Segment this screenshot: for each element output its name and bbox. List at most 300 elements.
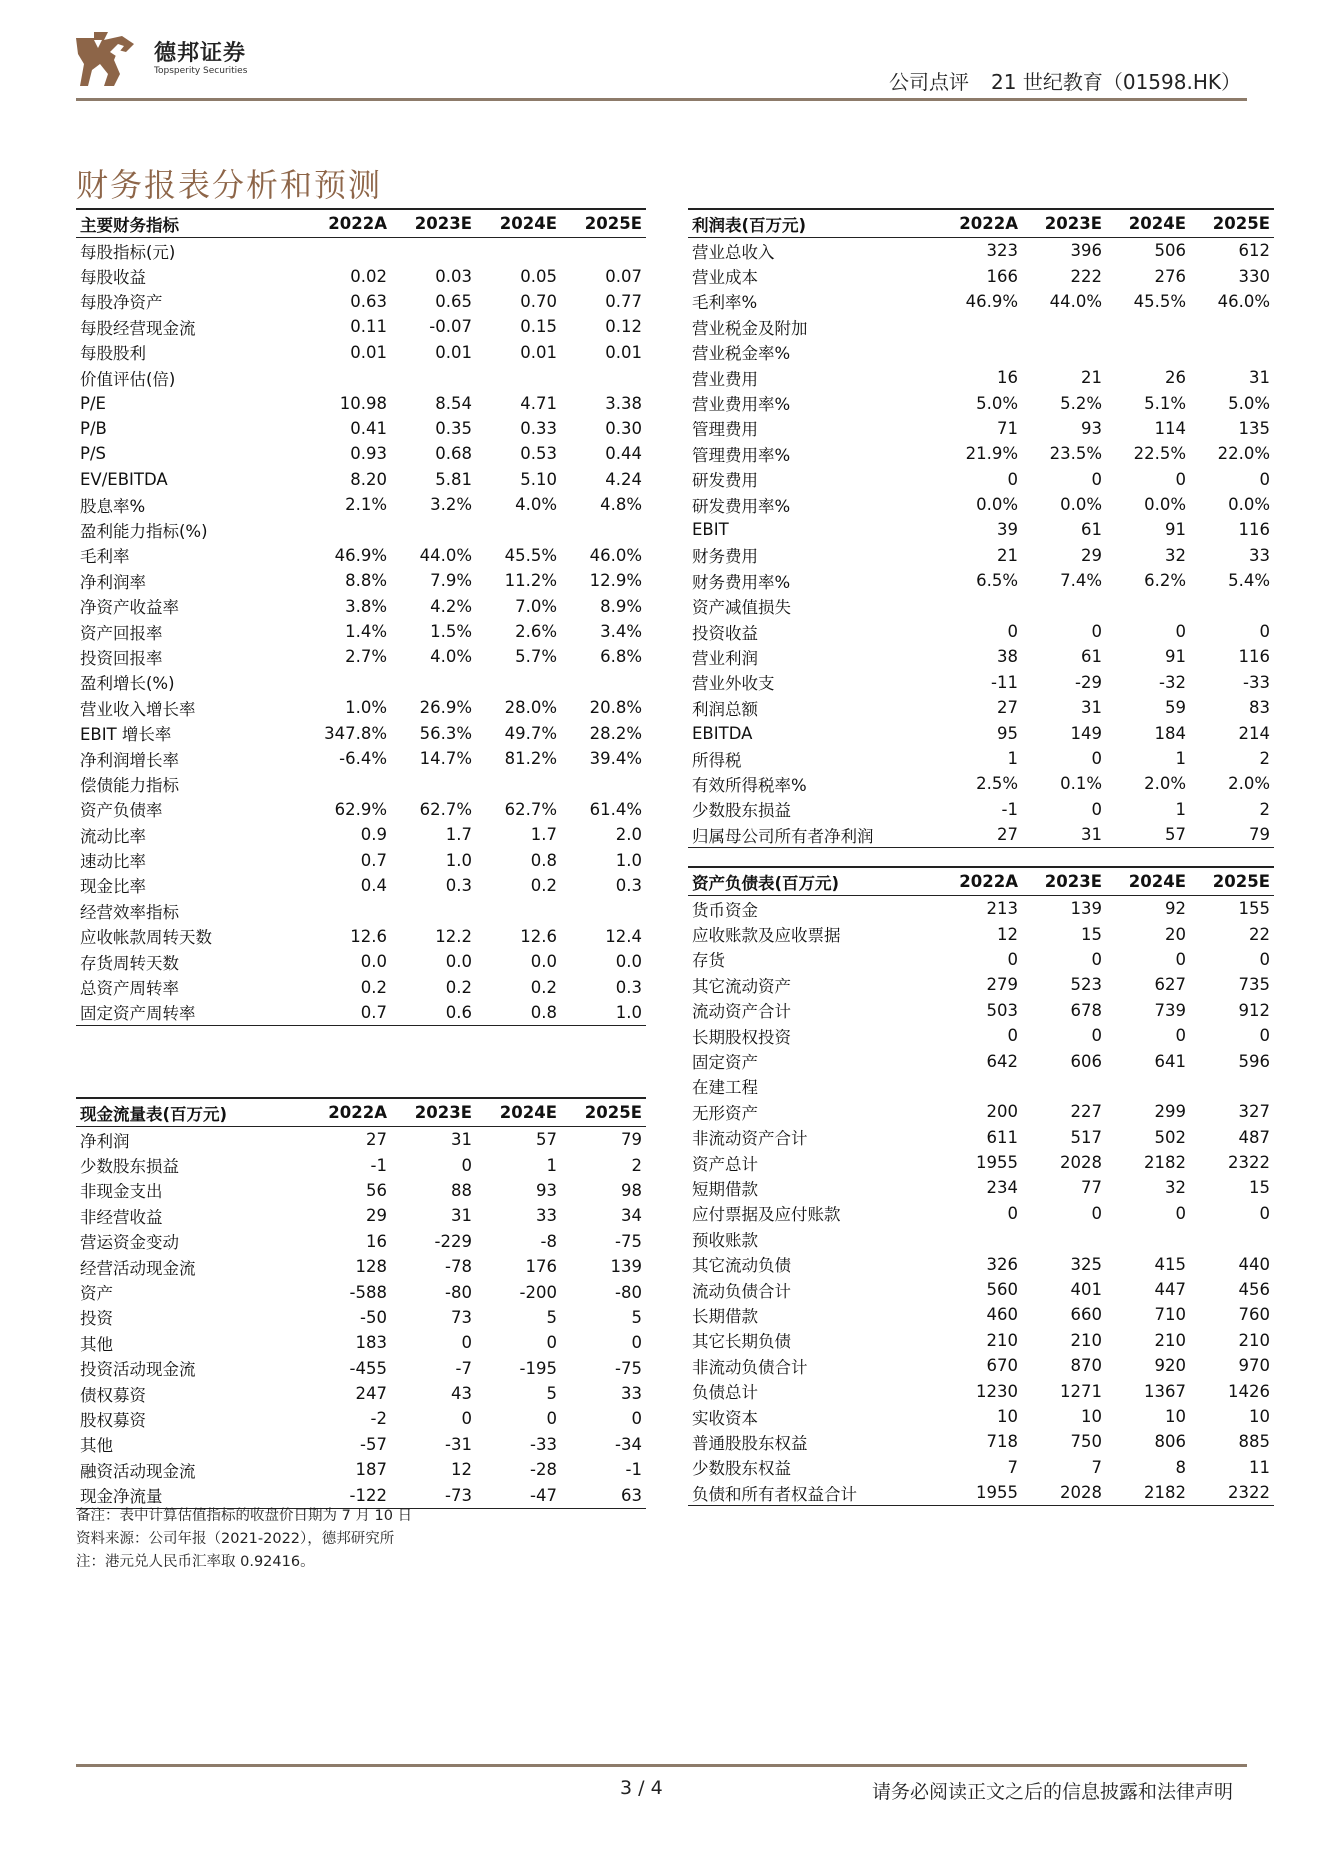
cell-value: 8.20 <box>350 469 387 489</box>
cell-value: 6.5% <box>976 571 1018 591</box>
cell-value: -50 <box>360 1307 387 1327</box>
cell-value: 7.0% <box>515 596 557 616</box>
table-row <box>688 1353 1274 1378</box>
cell-value: 0 <box>1007 1203 1018 1223</box>
table-row <box>688 263 1274 288</box>
cell-value: 415 <box>1154 1254 1186 1274</box>
cell-value: 214 <box>1238 723 1270 743</box>
year-column-header: 2022A <box>938 209 1022 238</box>
cell-value: 2182 <box>1106 1480 1190 1506</box>
cell-value <box>938 314 1022 339</box>
row-label: 股权募资 <box>80 1410 146 1430</box>
table-row <box>688 1023 1274 1048</box>
cell-value: 3.2% <box>430 495 472 515</box>
cell-value <box>1106 593 1190 618</box>
cell-value: 29 <box>366 1206 387 1226</box>
row-label: 营业总收入 <box>692 242 775 262</box>
table-row <box>76 365 646 390</box>
cell-value: 0 <box>546 1409 557 1429</box>
table-row <box>688 365 1274 390</box>
row-label: 营业收入增长率 <box>80 699 196 719</box>
cell-value: 0.6 <box>391 1000 476 1026</box>
cell-value: 200 <box>986 1102 1018 1122</box>
cell-value: 31 <box>1249 368 1270 388</box>
cell-value: 5.0% <box>976 393 1018 413</box>
cell-value: 347.8% <box>324 723 387 743</box>
cell-value: 0 <box>1007 949 1018 969</box>
row-label: 非流动资产合计 <box>692 1129 808 1149</box>
table-row <box>688 1048 1274 1073</box>
cell-value <box>476 365 561 390</box>
cell-value: 21 <box>1081 368 1102 388</box>
row-label: 应收账款及应收票据 <box>692 926 841 946</box>
cell-value: 279 <box>986 975 1018 995</box>
cell-value <box>306 238 391 264</box>
cell-value: 0.1% <box>1060 774 1102 794</box>
cell-value: 1955 <box>938 1480 1022 1506</box>
cell-value: -75 <box>615 1358 642 1378</box>
cell-value: 0.0% <box>1144 495 1186 515</box>
row-label: 无形资产 <box>692 1103 758 1123</box>
cell-value: 0.8 <box>476 1000 561 1026</box>
cell-value: -34 <box>615 1434 642 1454</box>
row-label: 投资 <box>80 1309 113 1329</box>
cell-value: 31 <box>1022 822 1106 848</box>
row-label: 利润总额 <box>692 699 758 719</box>
cell-value: 5 <box>546 1307 557 1327</box>
cell-value: 502 <box>1154 1127 1186 1147</box>
cell-value: 22.0% <box>1217 444 1270 464</box>
row-label: 毛利率 <box>80 547 130 567</box>
cell-value: 327 <box>1238 1102 1270 1122</box>
cell-value: 32 <box>1165 545 1186 565</box>
cell-value: 34 <box>621 1206 642 1226</box>
cell-value: 1.0 <box>561 1000 646 1026</box>
cell-value: 0.02 <box>350 266 387 286</box>
row-label: 经营活动现金流 <box>80 1258 196 1278</box>
year-column-header: 2023E <box>391 209 476 238</box>
cell-value: 0.05 <box>520 266 557 286</box>
cell-value: 79 <box>1190 822 1274 848</box>
cell-value: 57 <box>1106 822 1190 848</box>
cell-value: 0 <box>546 1333 557 1353</box>
year-column-header: 2024E <box>476 209 561 238</box>
table-row <box>76 263 646 288</box>
cell-value: 11 <box>1249 1457 1270 1477</box>
cell-value: 517 <box>1070 1127 1102 1147</box>
cell-value: 0.41 <box>350 418 387 438</box>
cell-value: 210 <box>986 1330 1018 1350</box>
table-row <box>688 1175 1274 1200</box>
cell-value: -0.07 <box>429 317 472 337</box>
cell-value: 62.7% <box>419 799 472 819</box>
header-divider <box>76 98 1247 101</box>
cell-value <box>306 771 391 796</box>
key-metrics-table <box>76 208 646 1026</box>
cell-value: -80 <box>615 1282 642 1302</box>
row-label: EBITDA <box>692 723 753 743</box>
cell-value: 12.6 <box>520 926 557 946</box>
cell-value: 2.0% <box>1144 774 1186 794</box>
row-label: 经营效率指标 <box>80 902 179 922</box>
cell-value: 460 <box>986 1305 1018 1325</box>
cell-value: 28.0% <box>504 698 557 718</box>
cell-value <box>476 898 561 923</box>
cell-value: -8 <box>540 1231 557 1251</box>
cell-value: 61 <box>1081 520 1102 540</box>
table-header-row <box>76 1098 646 1127</box>
cell-value: 45.5% <box>1133 291 1186 311</box>
table-row <box>76 517 646 542</box>
report-header <box>889 66 1241 95</box>
table-row <box>76 619 646 644</box>
cell-value: 0 <box>1091 622 1102 642</box>
table-row <box>688 238 1274 264</box>
table-row <box>688 619 1274 644</box>
row-label: 每股指标(元) <box>80 242 176 262</box>
table-row <box>688 1302 1274 1327</box>
cell-value: 83 <box>1249 698 1270 718</box>
cell-value: 0.44 <box>605 444 642 464</box>
cell-value: 114 <box>1154 418 1186 438</box>
cell-value: 79 <box>621 1130 642 1150</box>
cell-value: 606 <box>1070 1051 1102 1071</box>
cell-value <box>391 898 476 923</box>
table-row <box>76 467 646 492</box>
cell-value: 0 <box>631 1333 642 1353</box>
cell-value: 10 <box>1249 1407 1270 1426</box>
cell-value: 0.01 <box>435 342 472 362</box>
cell-value: 15 <box>1081 924 1102 944</box>
cell-value: 10 <box>1081 1407 1102 1426</box>
cell-value <box>1190 1226 1274 1251</box>
cell-value: 2028 <box>1060 1153 1102 1173</box>
year-column-header: 2025E <box>561 1098 646 1127</box>
cell-value: 93 <box>536 1180 557 1200</box>
cell-value: 299 <box>1154 1102 1186 1122</box>
cell-value <box>1106 1226 1190 1251</box>
cell-value: 735 <box>1238 975 1270 995</box>
table-row <box>76 238 646 264</box>
table-row <box>76 974 646 999</box>
row-label: 资产总计 <box>692 1154 758 1174</box>
cell-value: 5 <box>631 1307 642 1327</box>
cell-value: 0 <box>461 1333 472 1353</box>
cell-value: 26 <box>1165 368 1186 388</box>
cell-value: 1.5% <box>430 622 472 642</box>
row-label: 货币资金 <box>692 900 758 920</box>
cell-value: 0.2 <box>530 977 557 997</box>
cell-value: 5.0% <box>1228 393 1270 413</box>
cell-value: 1.7 <box>445 825 472 845</box>
row-label: 投资收益 <box>692 623 758 643</box>
row-label: 资产负债率 <box>80 801 163 821</box>
cell-value: 0 <box>1091 799 1102 819</box>
table-row <box>76 1305 646 1330</box>
cell-value: 26.9% <box>419 698 472 718</box>
year-column-header: 2024E <box>1106 867 1190 896</box>
note-line: 注：港元兑人民币汇率取 0.92416。 <box>76 1554 315 1570</box>
cell-value: 1426 <box>1228 1381 1270 1401</box>
cell-value: 4.8% <box>600 495 642 515</box>
table-row <box>688 543 1274 568</box>
year-column-header: 2022A <box>306 1098 391 1127</box>
cell-value: 27 <box>997 698 1018 718</box>
row-label: 长期借款 <box>692 1306 758 1326</box>
cell-value: 0.2 <box>445 977 472 997</box>
row-label: 固定资产 <box>692 1053 758 1073</box>
table-row <box>688 517 1274 542</box>
cell-value: 11.2% <box>504 571 557 591</box>
cell-value: 135 <box>1238 418 1270 438</box>
cell-value: 401 <box>1070 1280 1102 1300</box>
cell-value: 63 <box>561 1482 646 1508</box>
table-row <box>688 1328 1274 1353</box>
table-row <box>76 1279 646 1304</box>
cell-value: -80 <box>445 1282 472 1302</box>
cell-value: 0.01 <box>605 342 642 362</box>
table-row <box>76 924 646 949</box>
cell-value: -1 <box>625 1460 642 1480</box>
table-row <box>688 1099 1274 1124</box>
cell-value: 0.30 <box>605 418 642 438</box>
cell-value: -32 <box>1159 672 1186 692</box>
row-label: P/B <box>80 418 107 438</box>
cell-value: 91 <box>1165 647 1186 667</box>
cell-value: 4.71 <box>520 393 557 413</box>
cell-value: -195 <box>519 1358 557 1378</box>
cell-value: 2 <box>1259 799 1270 819</box>
cell-value: 27 <box>938 822 1022 848</box>
cell-value: 739 <box>1154 1000 1186 1020</box>
cell-value: 806 <box>1154 1432 1186 1452</box>
cell-value: -57 <box>360 1434 387 1454</box>
cell-value: 0.33 <box>520 418 557 438</box>
cell-value: 149 <box>1070 723 1102 743</box>
cell-value: 0.9 <box>360 825 387 845</box>
row-label: 毛利率% <box>692 293 758 313</box>
cell-value: 116 <box>1238 520 1270 540</box>
cell-value: 0 <box>1259 469 1270 489</box>
cell-value: 6.2% <box>1144 571 1186 591</box>
brand-name-cn: 德邦证券 <box>154 41 247 66</box>
cell-value: 447 <box>1154 1280 1186 1300</box>
cell-value: 456 <box>1238 1280 1270 1300</box>
cell-value: 210 <box>1238 1330 1270 1350</box>
cell-value: -1 <box>1001 799 1018 819</box>
cell-value: 56.3% <box>419 723 472 743</box>
row-label: 少数股东损益 <box>692 801 791 821</box>
cell-value: 5.7% <box>515 647 557 667</box>
cell-value: 506 <box>1154 241 1186 261</box>
cell-value: 1 <box>1175 749 1186 768</box>
cell-value: 155 <box>1238 899 1270 919</box>
cell-value: 0 <box>1091 469 1102 489</box>
cell-value: 0.15 <box>520 317 557 337</box>
cell-value: 0 <box>1259 1203 1270 1223</box>
year-column-header: 2024E <box>476 1098 561 1127</box>
cell-value <box>476 670 561 695</box>
table-row <box>688 1378 1274 1403</box>
cell-value: 31 <box>451 1130 472 1150</box>
table-row <box>688 921 1274 946</box>
table-row <box>688 746 1274 771</box>
cell-value <box>561 517 646 542</box>
row-label: 投资回报率 <box>80 648 163 668</box>
row-label: 其它长期负债 <box>692 1332 791 1352</box>
cell-value: 718 <box>986 1432 1018 1452</box>
row-label: 现金净流量 <box>76 1482 306 1508</box>
cell-value <box>1022 593 1106 618</box>
cell-value: 276 <box>1154 266 1186 286</box>
cell-value: 2 <box>1259 749 1270 768</box>
cell-value: 5.1% <box>1144 393 1186 413</box>
cell-value: 2.0 <box>615 825 642 845</box>
cell-value: 750 <box>1070 1432 1102 1452</box>
row-label: 营业费用率% <box>692 395 791 415</box>
table-row <box>688 390 1274 415</box>
cell-value: 0.70 <box>520 291 557 311</box>
cell-value: 627 <box>1154 975 1186 995</box>
table-row <box>688 1201 1274 1226</box>
cell-value: 0 <box>1091 1026 1102 1046</box>
row-label: 净利润增长率 <box>80 750 179 770</box>
year-column-header: 2022A <box>938 867 1022 896</box>
cell-value <box>1106 340 1190 365</box>
table-row <box>76 492 646 517</box>
cell-value: 176 <box>525 1257 557 1277</box>
row-label: 其它流动资产 <box>692 976 791 996</box>
cell-value: 0 <box>1007 469 1018 489</box>
row-label: 股息率% <box>80 496 146 516</box>
row-label: 营业费用 <box>692 369 758 389</box>
year-column-header: 2024E <box>1106 209 1190 238</box>
cell-value: 77 <box>1081 1178 1102 1198</box>
cell-value: 440 <box>1238 1254 1270 1274</box>
table-row <box>688 720 1274 745</box>
page-number: 3 / 4 <box>620 1777 663 1799</box>
cell-value: 2322 <box>1190 1480 1274 1506</box>
cell-value: 234 <box>986 1178 1018 1198</box>
cell-value: 0.0% <box>976 495 1018 515</box>
cell-value: 885 <box>1238 1432 1270 1452</box>
table-row <box>688 1480 1274 1506</box>
cell-value: 323 <box>986 241 1018 261</box>
cell-value: 28.2% <box>589 723 642 743</box>
cell-value: 970 <box>1238 1356 1270 1376</box>
table-row <box>76 873 646 898</box>
table-row <box>76 847 646 872</box>
row-label: 营业税金及附加 <box>692 318 808 338</box>
cell-value: 0.2 <box>360 977 387 997</box>
table-row <box>76 746 646 771</box>
cell-value: 1.0 <box>445 850 472 870</box>
cell-value: 487 <box>1238 1127 1270 1147</box>
year-column-header: 2023E <box>1022 209 1106 238</box>
note-line: 资料来源：公司年报（2021-2022），德邦研究所 <box>76 1531 395 1547</box>
cell-value <box>306 365 391 390</box>
cell-value: 2028 <box>1022 1480 1106 1506</box>
cash-flow-table <box>76 1097 646 1509</box>
cell-value: 3.4% <box>600 622 642 642</box>
cell-value: 46.9% <box>334 545 387 565</box>
cell-value: 6.8% <box>600 647 642 667</box>
table-title: 利润表(百万元) <box>688 209 938 238</box>
table-row <box>688 492 1274 517</box>
cell-value: 20 <box>1165 924 1186 944</box>
cell-value: 10 <box>997 1407 1018 1426</box>
cell-value: 0.68 <box>435 444 472 464</box>
row-label: 所得税 <box>692 750 742 770</box>
table-row <box>76 695 646 720</box>
table-row <box>688 797 1274 822</box>
cell-value <box>391 771 476 796</box>
cell-value: 247 <box>355 1384 387 1404</box>
cell-value: 0.8 <box>530 850 557 870</box>
cell-value: 396 <box>1070 241 1102 261</box>
row-label: 有效所得税率% <box>692 775 807 795</box>
cell-value: 0 <box>1175 1203 1186 1223</box>
cell-value: 5 <box>546 1384 557 1404</box>
cell-value: 0.0 <box>445 952 472 972</box>
cell-value: 0.3 <box>615 875 642 895</box>
cell-value: 15 <box>1249 1178 1270 1198</box>
cell-value: 3.38 <box>605 393 642 413</box>
cell-value: -33 <box>1243 672 1270 692</box>
table-row <box>76 898 646 923</box>
cell-value: 612 <box>1238 241 1270 261</box>
table-row <box>688 1277 1274 1302</box>
cell-value: 45.5% <box>504 545 557 565</box>
cell-value: 1271 <box>1060 1381 1102 1401</box>
table-row <box>688 822 1274 848</box>
cell-value: -33 <box>530 1434 557 1454</box>
table-row <box>688 340 1274 365</box>
cell-value: 611 <box>986 1127 1018 1147</box>
cell-value: 596 <box>1238 1051 1270 1071</box>
cell-value: 33 <box>621 1384 642 1404</box>
cell-value: 330 <box>1238 266 1270 286</box>
cell-value: 1.7 <box>530 825 557 845</box>
cell-value: 2322 <box>1228 1153 1270 1173</box>
table-header-row <box>688 867 1274 896</box>
cell-value: 0 <box>1175 1026 1186 1046</box>
cell-value: 0.0 <box>530 952 557 972</box>
cell-value: 31 <box>451 1206 472 1226</box>
cell-value: 0.77 <box>605 291 642 311</box>
table-row <box>688 1455 1274 1480</box>
cell-value: 4.2% <box>430 596 472 616</box>
cell-value: 5.81 <box>435 469 472 489</box>
cell-value: 0 <box>631 1409 642 1429</box>
cell-value: 0 <box>1259 1026 1270 1046</box>
cell-value: 0.11 <box>350 317 387 337</box>
cell-value: 12.6 <box>350 926 387 946</box>
cell-value <box>1190 314 1274 339</box>
table-row <box>688 695 1274 720</box>
cell-value: 32 <box>1165 1178 1186 1198</box>
cell-value: 0.0 <box>615 952 642 972</box>
cell-value: 2 <box>631 1155 642 1175</box>
cell-value: 81.2% <box>504 749 557 768</box>
cell-value <box>306 898 391 923</box>
table-row <box>76 771 646 796</box>
cell-value: 1.0 <box>615 850 642 870</box>
row-label: 预收账款 <box>692 1230 758 1250</box>
cell-value <box>1190 1074 1274 1099</box>
table-title: 现金流量表(百万元) <box>76 1098 306 1127</box>
cell-value <box>1190 593 1274 618</box>
